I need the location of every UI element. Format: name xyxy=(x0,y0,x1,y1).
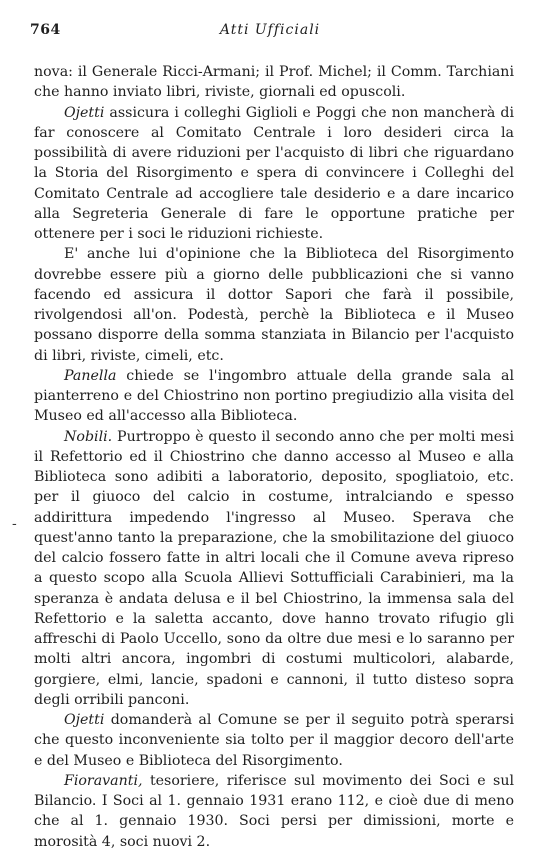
paragraph-speaker: Nobili. xyxy=(64,428,113,445)
page-header xyxy=(30,22,510,44)
paragraph-speaker: Fioravanti, xyxy=(64,772,143,789)
paragraph xyxy=(34,771,514,852)
paragraph-speaker: Ojetti xyxy=(64,712,105,728)
paragraph-text: Purtroppo è questo il secondo anno che per molti mesi il Refettorio ed il Chiostrino che danno accesso al Museo e alla Biblioteca sono adibiti a laboratorio, deposito, spogliatoio, etc. per il giuoco del calcio in costume, intralciando e spesso addirittura impedendo l'ingresso al Museo. Sperava che quest'anno tanto la preparazione, che la smobilitazione del giuoco del calcio fossero fatte in altri locali che il Comune aveva ripreso a questo scopo alla Scuola Allievi Sottufficiali Carabinieri, ma la speranza è andata delusa e il bel Chiostrino, la immensa sala del Refettorio e la saletta accanto, dove hanno trovato rifugio gli affreschi di Paolo Uccello, sono da oltre due mesi e lo saranno per molti altri ancora, ingombri di costumi multicolori, alabarde, gorgiere, elmi, lancie, spadoni e cannoni, il tutto disteso sopra degli orribili panconi. xyxy=(34,428,514,708)
paragraph-speaker: Ojetti xyxy=(64,104,105,121)
paragraph-text: domanderà al Comune se per il seguito potrà sperarsi che questo inconveniente sia tolto per il maggior decoro dell'arte e del Museo e Biblioteca del Risorgimento. xyxy=(34,712,514,769)
body-text xyxy=(34,62,514,852)
paragraph-text: tesoriere, riferisce sul movimento dei Soci e sul Bilancio. I Soci al 1. gennaio 1931 erano 112, e cioè due di meno che al 1. gennaio 1930. Soci persi per dimissioni, morte e morosità 4, soci nuovi 2. xyxy=(34,772,514,850)
paragraph-text: assicura i colleghi Giglioli e Poggi che non mancherà di far conoscere al Comitato Centrale i loro desideri circa la possibilità di avere riduzioni per l'acquisto di libri che riguardano la Storia del Risorgimento e spera di convincere i Colleghi del Comitato Centrale ad accogliere tale desiderio e a dare incarico alla Segreteria Generale di fare le opportune pratiche per ottenere per i soci le riduzioni richieste. xyxy=(34,104,514,242)
paragraph xyxy=(34,62,514,103)
paragraph-text: chiede se l'ingombro attuale della grande sala al pianterreno e del Chiostrino non portino pregiudizio alla visita del Museo ed all'accesso alla Biblioteca. xyxy=(34,367,514,425)
paragraph xyxy=(34,710,514,771)
paragraph-text: E' anche lui d'opinione che la Biblioteca del Risorgimento dovrebbe essere più a giorno delle pubblicazioni che si vanno facendo ed assicura il dottor Sapori che farà il possibile, rivolgendosi all'on. Podestà, perchè la Biblioteca e il Museo possano disporre della somma stanziata in Bilancio per l'acquisto di libri, riviste, cimeli, etc. xyxy=(34,246,514,364)
margin-mark: - xyxy=(12,516,17,532)
paragraph-text: nova: il Generale Ricci-Armani; il Prof. Michel; il Comm. Tarchiani che hanno inviato libri, riviste, giornali ed opuscoli. xyxy=(34,64,514,101)
paragraph xyxy=(34,103,514,245)
page-number: 764 xyxy=(30,22,61,38)
paragraph xyxy=(34,427,514,711)
paragraph xyxy=(34,366,514,427)
paragraph-speaker: Panella xyxy=(64,367,117,384)
running-title: Atti Ufficiali xyxy=(219,22,321,38)
paragraph xyxy=(34,244,514,366)
